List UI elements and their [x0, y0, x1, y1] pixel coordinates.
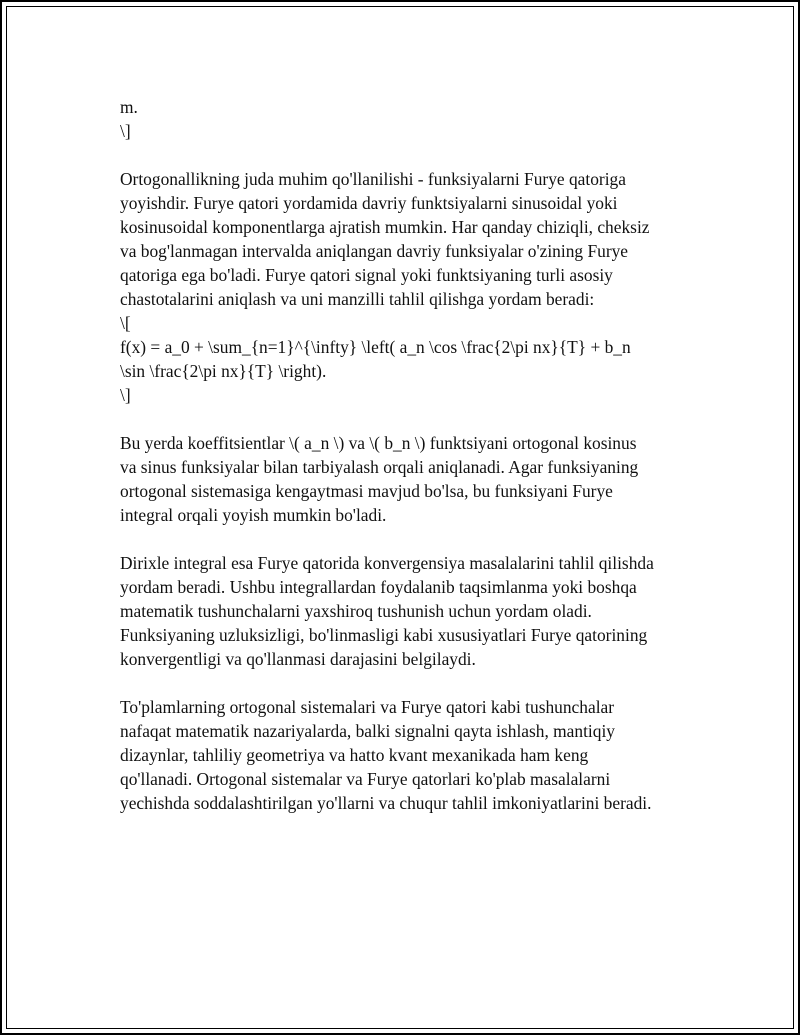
- paragraph-dirichlet: [120, 551, 720, 671]
- paragraph-fourier-series: [120, 167, 720, 311]
- paragraph-line: integral orqali yoyish mumkin bo'ladi.: [120, 505, 387, 525]
- paragraph-line: yoyishdir. Furye qatori yordamida davriy funktsiyalarni sinusoidal yoki: [120, 193, 618, 213]
- paragraph-line: ortogonal sistemasiga kengaytmasi mavjud bo'lsa, bu funksiyani Furye: [120, 481, 613, 501]
- paragraph-coefficients: [120, 431, 720, 527]
- document-body: [120, 95, 720, 815]
- paragraph-line: konvergentligi va qo'llanmasi darajasini belgilaydi.: [120, 649, 476, 669]
- paragraph-gap: [120, 527, 720, 551]
- formula-line: \sin \frac{2\pi nx}{T} \right).: [120, 361, 327, 381]
- paragraph-gap: [120, 407, 720, 431]
- paragraph-line: dizaynlar, tahliliy geometriya va hatto kvant mexanikada ham keng: [120, 745, 589, 765]
- paragraph-line: va bog'lanmagan intervalda aniqlangan davriy funksiyalar o'zining Furye: [120, 241, 629, 261]
- paragraph-applications: [120, 695, 720, 815]
- intro-fragment: [120, 95, 720, 143]
- formula-line: f(x) = a_0 + \sum_{n=1}^{\infty} \left( a_n \cos \frac{2\pi nx}{T} + b_n: [120, 337, 631, 357]
- paragraph-line: yechishda soddalashtirilgan yo'llarni va chuqur tahlil imkoniyatlarini beradi.: [120, 793, 652, 813]
- fourier-formula: [120, 311, 720, 407]
- paragraph-line: yordam beradi. Ushbu integrallardan foydalanib taqsimlanma yoki boshqa: [120, 577, 637, 597]
- paragraph-gap: [120, 143, 720, 167]
- paragraph-line: qatoriga ega bo'ladi. Furye qatori signal yoki funktsiyaning turli asosiy: [120, 265, 613, 285]
- paragraph-line: To'plamlarning ortogonal sistemalari va Furye qatori kabi tushunchalar: [120, 697, 615, 717]
- paragraph-line: va sinus funksiyalar bilan tarbiyalash orqali aniqlanadi. Agar funksiyaning: [120, 457, 639, 477]
- formula-line: \[: [120, 313, 131, 333]
- paragraph-line: Ortogonallikning juda muhim qo'llanilishi - funksiyalarni Furye qatoriga: [120, 169, 626, 189]
- paragraph-line: Bu yerda koeffitsientlar \( a_n \) va \( b_n \) funktsiyani ortogonal kosinus: [120, 433, 637, 453]
- intro-line: m.: [120, 97, 138, 117]
- paragraph-line: Funksiyaning uzluksizligi, bo'linmasligi kabi xususiyatlari Furye qatorining: [120, 625, 648, 645]
- formula-line: \]: [120, 385, 131, 405]
- paragraph-line: Dirixle integral esa Furye qatorida konvergensiya masalalarini tahlil qilishda: [120, 553, 654, 573]
- paragraph-line: chastotalarini aniqlash va uni manzilli tahlil qilishga yordam beradi:: [120, 289, 595, 309]
- paragraph-line: matematik tushunchalarni yaxshiroq tushunish uchun yordam oladi.: [120, 601, 592, 621]
- paragraph-line: qo'llanadi. Ortogonal sistemalar va Furye qatorlari ko'plab masalalarni: [120, 769, 611, 789]
- paragraph-line: kosinusoidal komponentlarga ajratish mumkin. Har qanday chiziqli, cheksiz: [120, 217, 650, 237]
- intro-line: \]: [120, 121, 131, 141]
- paragraph-gap: [120, 671, 720, 695]
- paragraph-line: nafaqat matematik nazariyalarda, balki signalni qayta ishlash, mantiqiy: [120, 721, 615, 741]
